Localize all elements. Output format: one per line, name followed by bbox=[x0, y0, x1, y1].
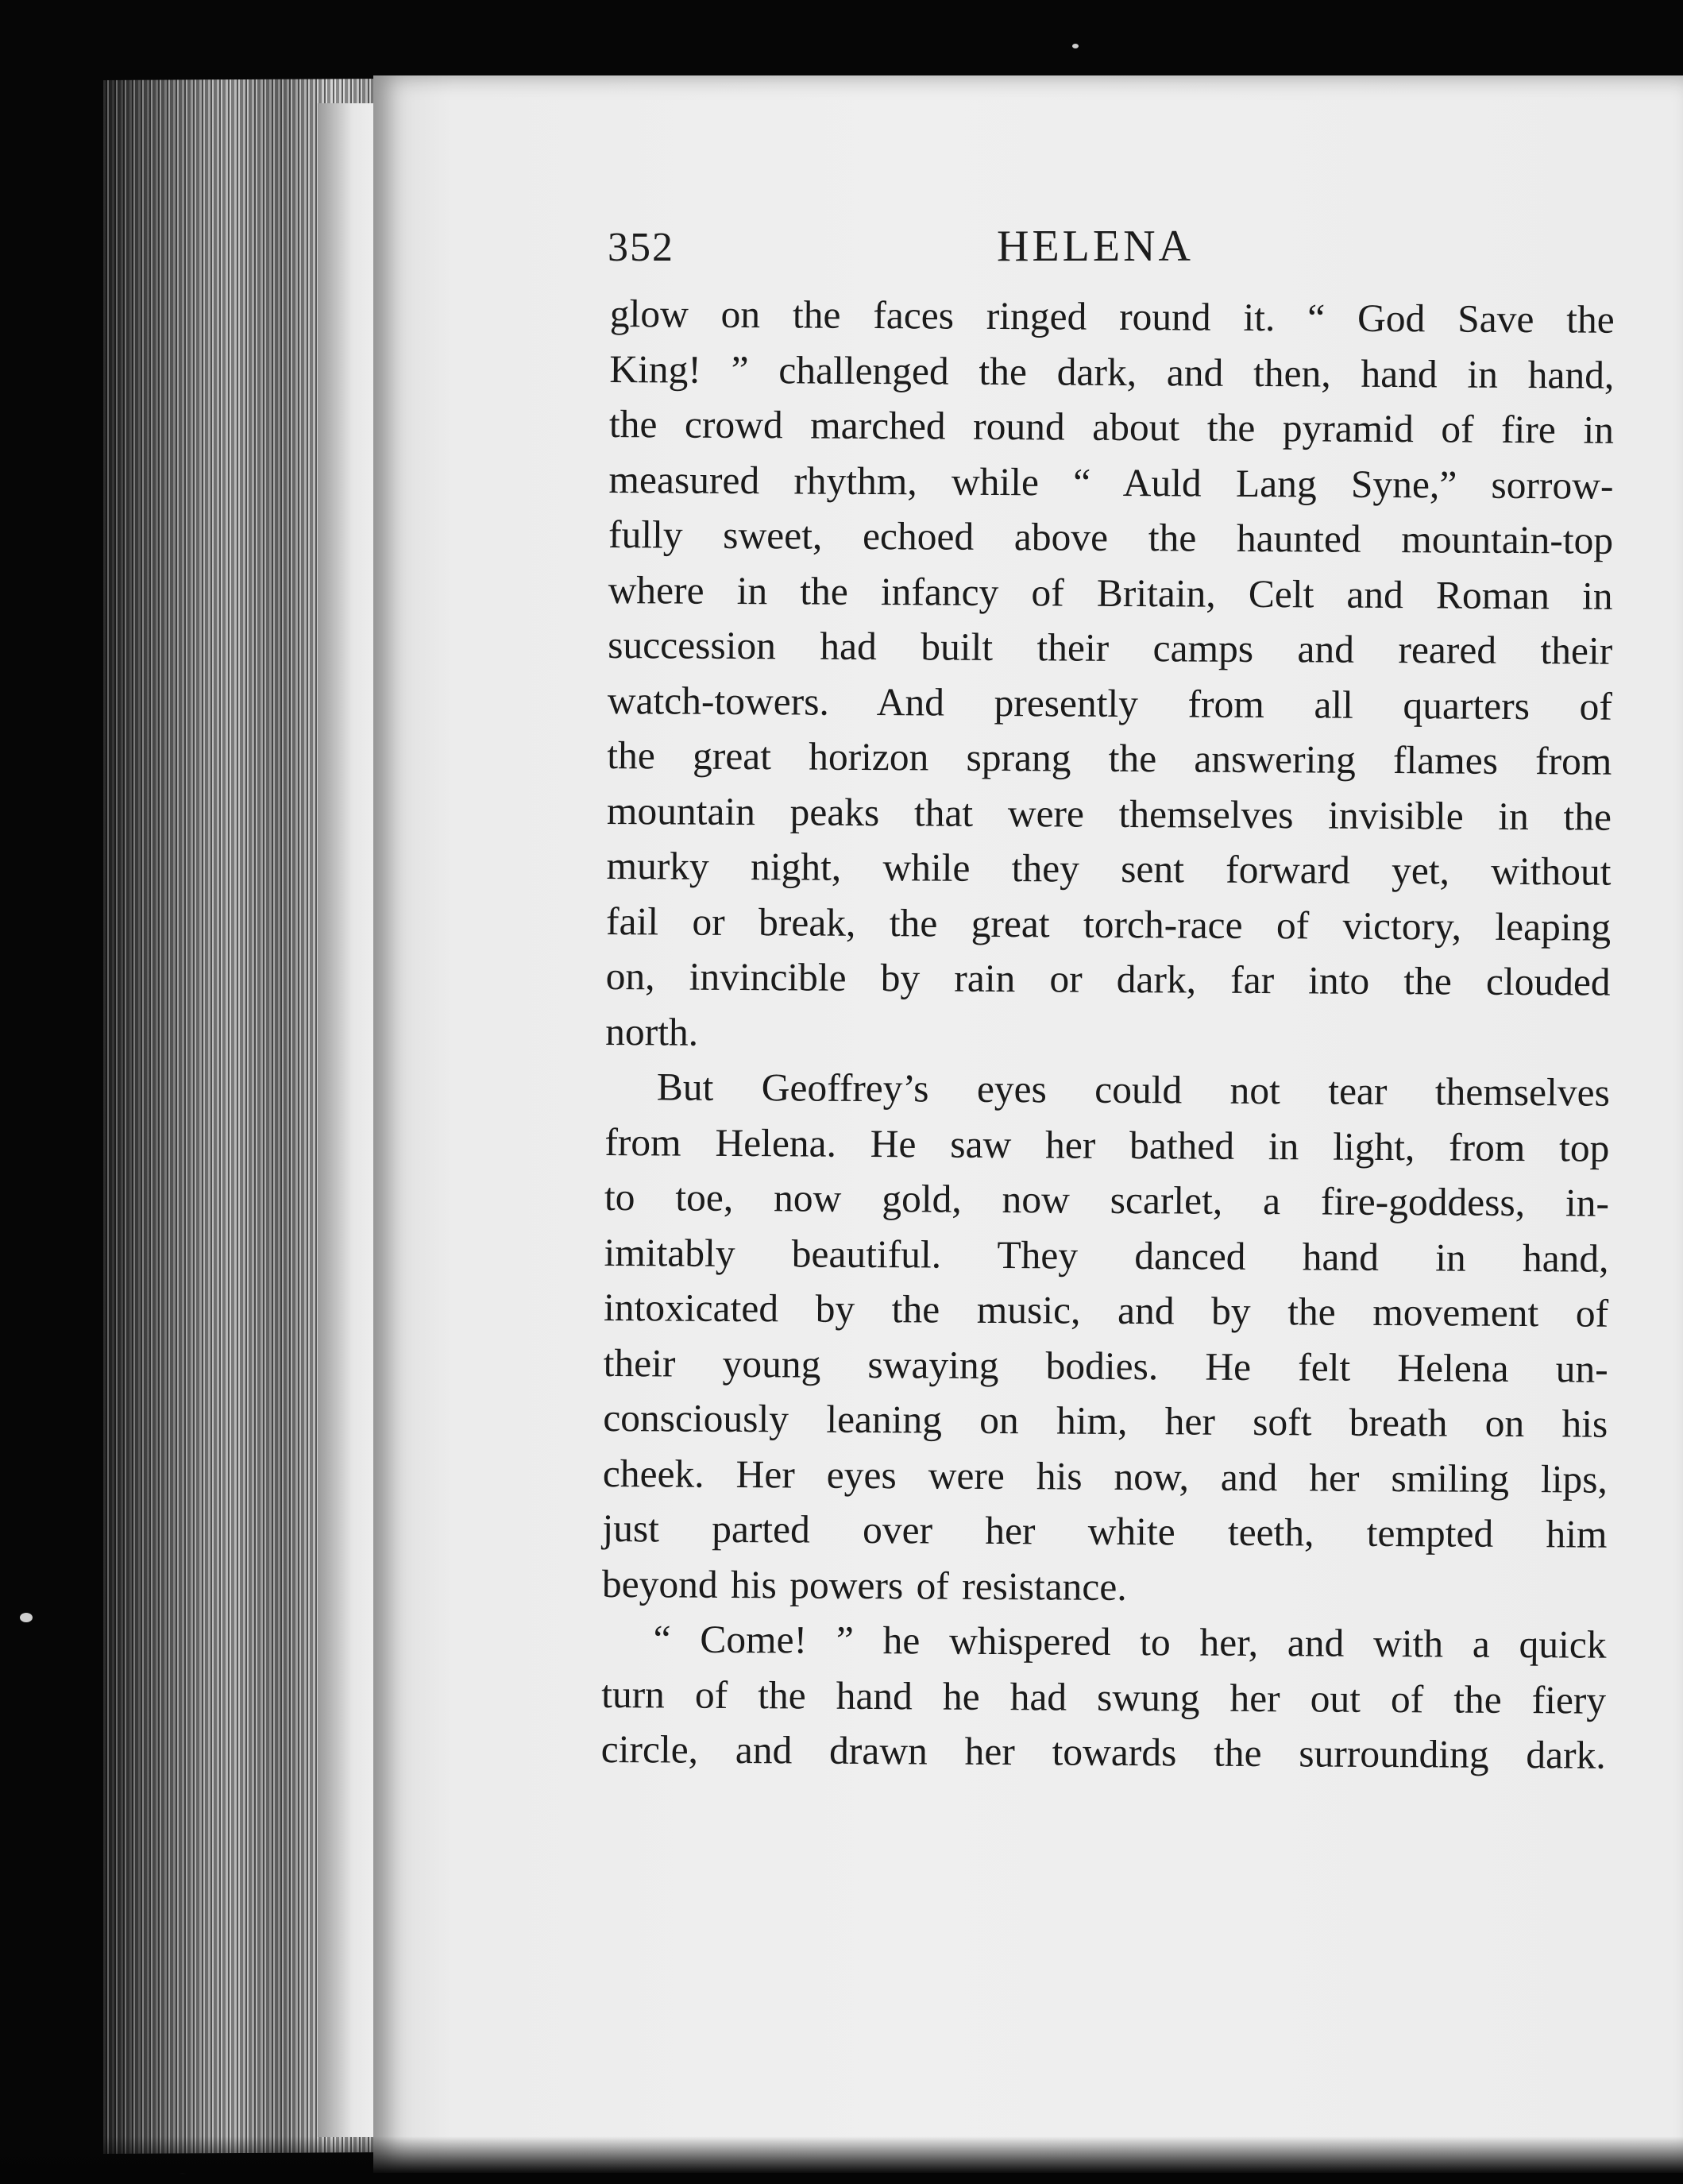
text-line: circle, and drawn her towards the surrounding dark. bbox=[600, 1726, 1606, 1777]
text-line: glow on the faces ringed round it. “ God Save the bbox=[609, 291, 1615, 342]
text-line: north. bbox=[605, 1009, 699, 1054]
text-line: turn of the hand he had swung her out of the fiery bbox=[601, 1672, 1607, 1722]
page-edge-highlight bbox=[318, 103, 381, 2137]
text-line: cheek. Her eyes were his now, and her smiling lips, bbox=[602, 1451, 1608, 1502]
text-line: fail or break, the great torch-race of victory, leaping bbox=[605, 899, 1612, 949]
text-line: consciously leaning on him, her soft breath on his bbox=[603, 1395, 1608, 1446]
body-text bbox=[601, 286, 1615, 1783]
text-line: mountain peaks that were themselves invisible in the bbox=[606, 788, 1612, 839]
text-line: the great horizon sprang the answering flames from bbox=[607, 733, 1612, 783]
text-line: imitably beautiful. They danced hand in hand, bbox=[604, 1230, 1609, 1281]
text-line: intoxicated by the music, and by the movement of bbox=[603, 1285, 1609, 1336]
dust-speck bbox=[1072, 44, 1079, 48]
dust-speck bbox=[20, 1613, 33, 1622]
text-line: King! ” challenged the dark, and then, hand in hand, bbox=[609, 346, 1615, 397]
text-line: from Helena. He saw her bathed in light, from top bbox=[604, 1119, 1610, 1170]
page-header bbox=[608, 215, 1600, 286]
text-line: But Geoffrey’s eyes could not tear themselves bbox=[656, 1065, 1610, 1115]
text-line: fully sweet, echoed above the haunted mountain-top bbox=[608, 512, 1614, 562]
text-line: on, invincible by rain or dark, far into the clouded bbox=[605, 953, 1611, 1004]
running-title: HELENA bbox=[997, 222, 1194, 271]
page-bottom-shadow bbox=[0, 2136, 1683, 2184]
text-line: measured rhythm, while “ Auld Lang Syne,” sorrow- bbox=[608, 457, 1614, 508]
text-line: to toe, now gold, now scarlet, a fire-goddess, in- bbox=[604, 1174, 1610, 1225]
text-line: murky night, while they sent forward yet, without bbox=[606, 843, 1612, 894]
text-line: the crowd marched round about the pyramid of fire in bbox=[608, 401, 1615, 452]
text-line: “ Come! ” he whispered to her, and with a quick bbox=[653, 1617, 1607, 1667]
text-line: watch-towers. And presently from all quarters of bbox=[607, 678, 1612, 729]
text-line: succession had built their camps and reared their bbox=[608, 622, 1613, 673]
text-line: their young swaying bodies. He felt Helena un- bbox=[603, 1340, 1608, 1391]
text-line: where in the infancy of Britain, Celt and Roman in bbox=[608, 567, 1613, 618]
page-number: 352 bbox=[608, 225, 674, 270]
text-line: just parted over her white teeth, tempted him bbox=[602, 1506, 1608, 1556]
text-line: beyond his powers of resistance. bbox=[601, 1561, 1127, 1609]
